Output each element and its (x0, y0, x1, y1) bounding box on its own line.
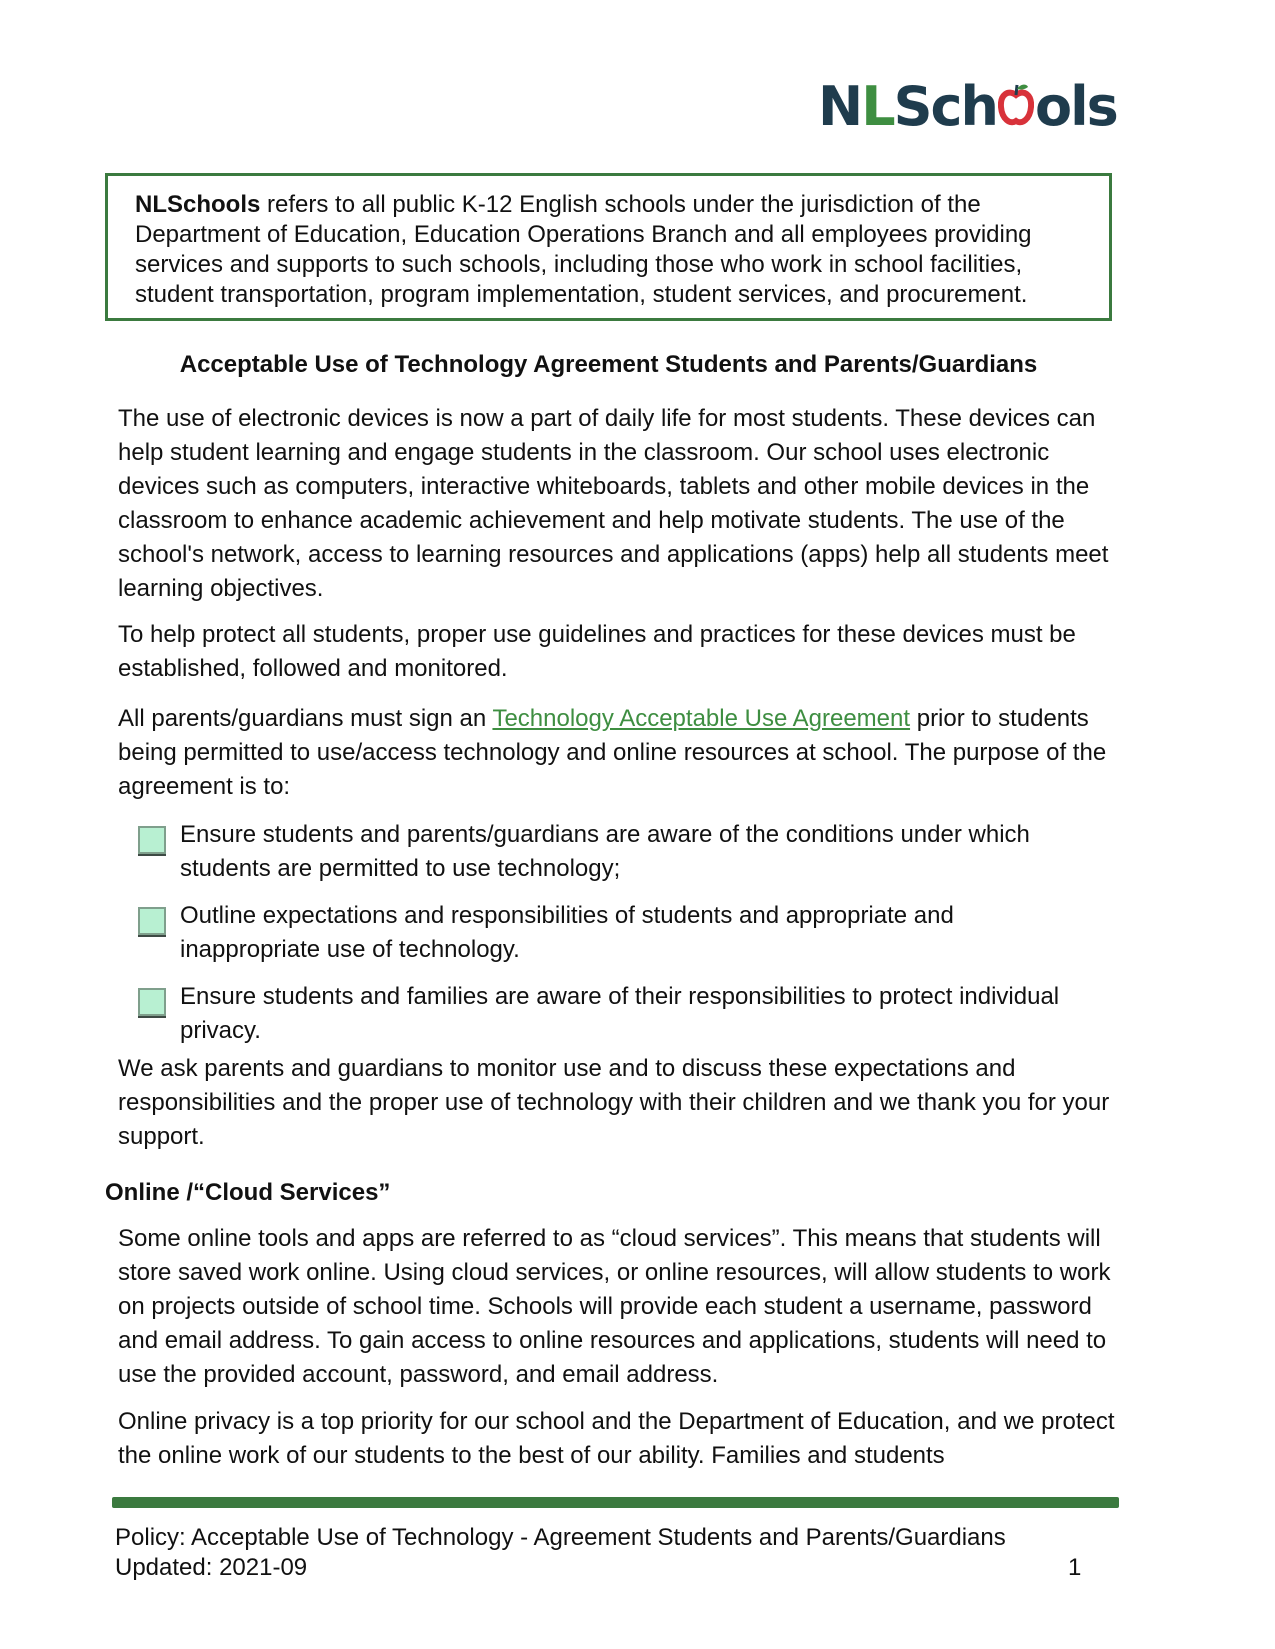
agreement-text-before: All parents/guardians must sign an (118, 705, 493, 732)
checkbox-bullet-icon (138, 988, 166, 1016)
list-item (138, 980, 1098, 1048)
paragraph-intro: The use of electronic devices is now a part of daily life for most students. These devices can help student learning and engage students in the classroom. Our school uses electronic devices such as computers, interactive whiteboards, tablets and other mobile devices in the classroom to enhance academic achievement and help motivate students. The use of the school's network, access to learning resources and applications (apps) help all students meet learning objectives. (118, 405, 1109, 602)
agreement-text-after: prior to students being permitted to use/access technology and online resources at school. The purpose of the agreement is to: (118, 705, 1107, 800)
paragraph-protect: To help protect all students, proper use guidelines and practices for these devices must be established, followed and monitored. (118, 621, 1076, 682)
footer-updated: Updated: 2021-09 (115, 1554, 308, 1581)
list-item-text: Outline expectations and responsibilities of students and appropriate and inappropriate use of technology. (180, 902, 954, 963)
list-item-text: Ensure students and families are aware of their responsibilities to protect individual privacy. (180, 983, 1060, 1044)
list-item (138, 818, 1098, 886)
list-item (138, 899, 1098, 967)
checkbox-bullet-icon (138, 907, 166, 935)
intro-text: refers to all public K-12 English schools under the jurisdiction of the Department of Education, Education Operations Branch and all employees providing services and supports to such schools, including those who work in school facilities, student transportation, program implementation, student services, and procurement. (135, 191, 1032, 308)
checkbox-bullet-icon (138, 826, 166, 854)
logo-l: L (861, 75, 894, 138)
paragraph-cloud: Some online tools and apps are referred to as “cloud services”. This means that students will store saved work online. Using cloud services, or online resources, will allow students to work on projects outside of school time. Schools will provide each student a username, password and email address. To gain access to online resources and applications, students will need to use the provided account, password, and email address. (118, 1225, 1111, 1388)
nlschools-logo (818, 76, 1117, 138)
document-title: Acceptable Use of Technology Agreement Students and Parents/Guardians (179, 351, 1038, 378)
logo-text-sch: Sch (893, 75, 997, 138)
agreement-link[interactable]: Technology Acceptable Use Agreement (492, 705, 911, 732)
intro-bold-term: NLSchools (135, 191, 261, 218)
logo-text-ols: ols (1034, 75, 1117, 138)
section-heading-cloud: Online /“Cloud Services” (105, 1179, 391, 1206)
paragraph-support: We ask parents and guardians to monitor use and to discuss these expectations and responsibilities and the proper use of technology with their children and we thank you for your support. (118, 1055, 1110, 1150)
footer-policy: Policy: Acceptable Use of Technology - Agreement Students and Parents/Guardians (115, 1524, 1006, 1551)
footer-divider (112, 1497, 1119, 1508)
paragraph-agreement (118, 702, 1118, 804)
paragraph-privacy: Online privacy is a top priority for our school and the Department of Education, and we protect the online work of our students to the best of our ability. Families and students (118, 1408, 1115, 1469)
apple-icon (998, 85, 1034, 125)
list-item-text: Ensure students and parents/guardians are aware of the conditions under which students are permitted to use technology; (180, 821, 1030, 882)
intro-definition-box (105, 173, 1112, 321)
logo-n: N (818, 75, 862, 138)
page-number: 1 (1068, 1554, 1082, 1581)
